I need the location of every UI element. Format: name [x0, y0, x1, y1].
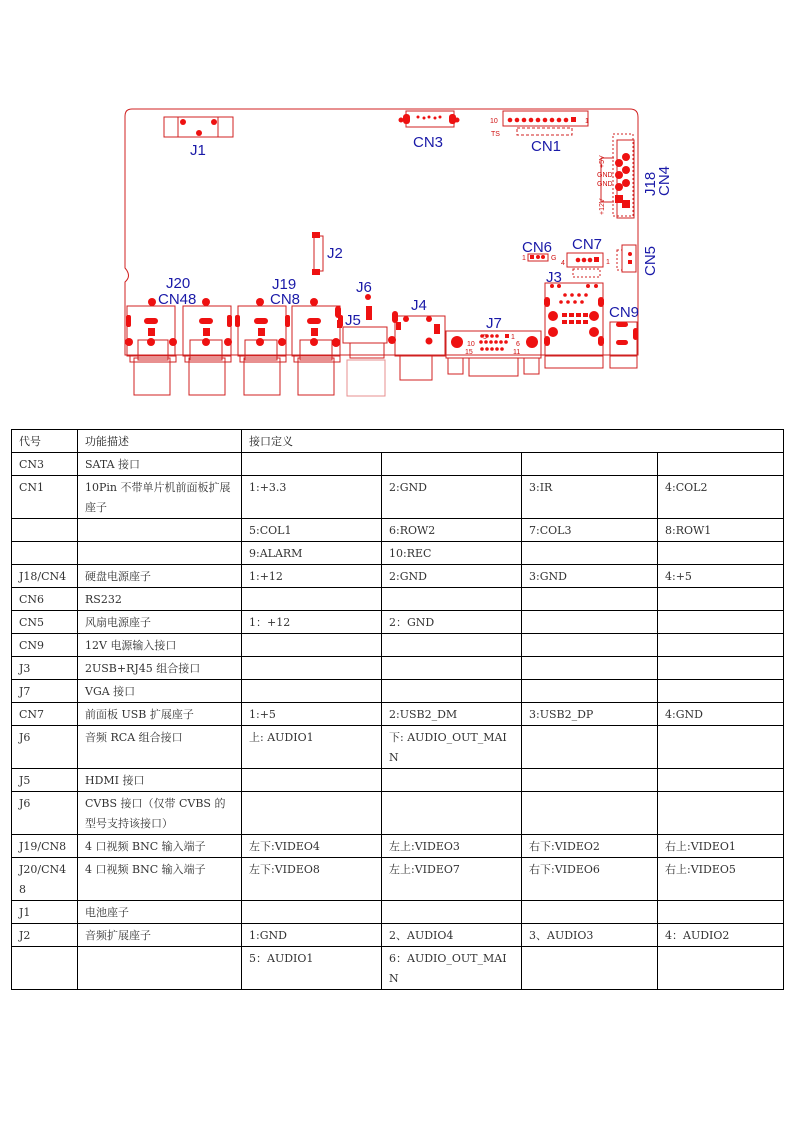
label-cn4: CN4: [656, 165, 673, 196]
table-row: J3 2USB+RJ45 组合接口: [12, 657, 784, 680]
label-j5: J5: [345, 312, 361, 329]
label-cn1: CN1: [531, 138, 562, 155]
header-desc: 功能描述: [78, 430, 242, 453]
label-j2: J2: [327, 245, 343, 262]
label-cn7: CN7: [572, 236, 603, 253]
svg-text:5: 5: [483, 334, 487, 341]
table-row: 5：AUDIO1 6：AUDIO_OUT_MAIN: [12, 947, 784, 990]
header-code: 代号: [12, 430, 78, 453]
label-cn3: CN3: [413, 134, 444, 151]
table-row: CN3 SATA 接口: [12, 453, 784, 476]
svg-text:6: 6: [516, 341, 520, 348]
table-row: 5:COL1 6:ROW2 7:COL3 8:ROW1: [12, 519, 784, 542]
table-row: CN7 前面板 USB 扩展座子 1:+5 2:USB2_DM 3:USB2_DP 4:GND: [12, 703, 784, 726]
label-j4: J4: [411, 297, 427, 314]
svg-text:+5V: +5V: [599, 155, 606, 168]
label-j19: J19: [272, 276, 297, 293]
table-row: J20/CN48 4 口视频 BNC 输入端子 左下:VIDEO8 左上:VIDEO7 右下:VIDEO6 右上:VIDEO5: [12, 858, 784, 901]
table-row: 9:ALARM 10:REC: [12, 542, 784, 565]
svg-text:TS: TS: [491, 131, 500, 138]
interface-definition-table: [11, 429, 784, 990]
svg-text:1: 1: [522, 255, 526, 262]
svg-text:4: 4: [561, 260, 565, 267]
table-row: J19/CN8 4 口视频 BNC 输入端子 左下:VIDEO4 左上:VIDEO3 右下:VIDEO2 右上:VIDEO1: [12, 835, 784, 858]
table-row: J5 HDMI 接口: [12, 769, 784, 792]
table-row: J2 音频扩展座子 1:GND 2、AUDIO4 3、AUDIO3 4：AUDIO2: [12, 924, 784, 947]
svg-text:GND: GND: [597, 181, 613, 188]
label-cn9: CN9: [609, 304, 640, 321]
label-j6: J6: [356, 279, 372, 296]
label-cn5: CN5: [642, 245, 659, 276]
table-row: J1 电池座子: [12, 901, 784, 924]
designator-labels: [158, 134, 673, 332]
svg-text:11: 11: [513, 349, 521, 356]
svg-text:15: 15: [465, 349, 473, 356]
table-row: J6 CVBS 接口（仅带 CVBS 的型号支持该接口）: [12, 792, 784, 835]
table-row: CN1 10Pin 不带单片机前面板扩展座子 1:+3.3 2:GND 3:IR 4:COL2: [12, 476, 784, 519]
table-row: CN5 风扇电源座子 1：+12 2：GND: [12, 611, 784, 634]
svg-text:10: 10: [467, 341, 475, 348]
svg-text:10: 10: [490, 118, 498, 125]
label-j20: J20: [166, 275, 191, 292]
table-header: [12, 430, 784, 453]
label-j18: J18: [642, 171, 659, 196]
label-cn6: CN6: [522, 239, 553, 256]
label-j1: J1: [190, 142, 206, 159]
label-j7: J7: [486, 315, 502, 332]
svg-text:GND: GND: [597, 172, 613, 179]
svg-text:+12V: +12V: [599, 198, 606, 215]
table-row: CN9 12V 电源输入接口: [12, 634, 784, 657]
pcb-layout-diagram: [0, 0, 793, 420]
table-row: J7 VGA 接口: [12, 680, 784, 703]
label-j3: J3: [546, 269, 562, 286]
svg-text:1: 1: [585, 118, 589, 125]
svg-text:G: G: [551, 255, 557, 262]
table-row: CN6 RS232: [12, 588, 784, 611]
table-row: J6 音频 RCA 组合接口 上: AUDIO1 下: AUDIO_OUT_MAIN: [12, 726, 784, 769]
table-row: J18/CN4 硬盘电源座子 1:+12 2:GND 3:GND 4:+5: [12, 565, 784, 588]
svg-text:1: 1: [606, 259, 610, 266]
label-cn48: CN48: [158, 291, 197, 308]
svg-text:1: 1: [511, 334, 515, 341]
label-cn8: CN8: [270, 291, 301, 308]
header-pins: 接口定义: [242, 430, 784, 453]
